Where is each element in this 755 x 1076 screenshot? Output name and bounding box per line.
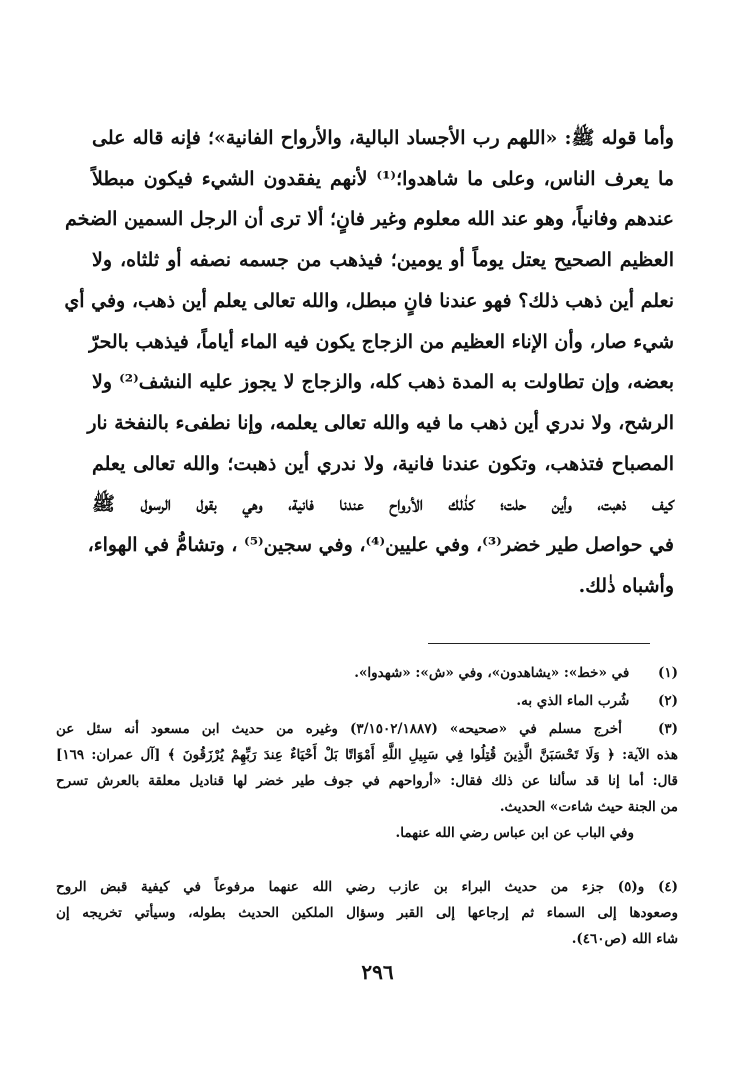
main-line: في حواصل طير خضر⁽³⁾، وفي عليين⁽⁴⁾، وفي سجين⁽⁵⁾ ، وتشامُّ في الهواء، xyxy=(87,534,674,557)
footnote-4-5 xyxy=(56,874,678,952)
main-line: كيف ذهبت، وأين حلت؛ كذٰلك الأرواح عندنا فانية، وهي بقول الرسول ﷺ xyxy=(92,493,674,516)
main-line: ما يعرف الناس، وعلى ما شاهدوا؛⁽¹⁾ لأنهم يفقدون الشيء فيكون مبطلاً xyxy=(92,167,674,190)
footnote-1 xyxy=(56,660,678,686)
footnote-line: هذه الآية: ﴿ وَلَا تَحْسَبَنَّ الَّذِينَ قُتِلُوا فِي سَبِيلِ اللَّهِ أَمْوَاتًا بَلْ أَحْيَاءٌ عِندَ رَبِّهِمْ يُرْزَقُونَ ﴾ [آل عمران: ١٦٩] xyxy=(56,747,678,763)
main-paragraph xyxy=(64,118,674,606)
main-line: الرشح، ولا ندري أين ذهب ما فيه والله تعالى يعلمه، وإنا نطفىء بالنفخة نار xyxy=(87,411,674,434)
main-line: بعضه، وإن تطاولت به المدة ذهب كله، والزجاج لا يجوز عليه النشف⁽²⁾ ولا xyxy=(92,371,674,394)
main-line: المصباح فتذهب، وتكون عندنا فانية، ولا ندري أين ذهبت؛ والله تعالى يعلم xyxy=(92,452,674,475)
footnote-line: أخرج مسلم في «صحيحه» (٣/١٥٠٢/١٨٨٧) وغيره من حديث ابن مسعود أنه سئل عن xyxy=(56,721,622,737)
main-line: نعلم أين ذهب ذلك؟ فهو عندنا فانٍ مبطل، والله تعالى يعلم أين ذهب، وفي أي xyxy=(64,289,674,312)
footnote-text: شُرب الماء الذي به. xyxy=(516,693,630,709)
footnote-line: وصعودها إلى السماء ثم إرجاعها إلى القبر وسؤال الملكين الحديث بطوله، وسيأتي تخريجه إن xyxy=(56,905,678,921)
footnote-number: (٢) xyxy=(657,693,678,709)
main-line: عندهم وفانياً، وهو عند الله معلوم وغير فانٍ؛ ألا ترى أن الرجل السمين الضخم xyxy=(64,208,674,231)
main-line: وأشباه ذٰلك. xyxy=(578,574,674,597)
footnote-3 xyxy=(56,716,678,846)
footnote-2 xyxy=(56,688,678,714)
footnote-line: (٤) و(٥) جزء من حديث البراء بن عازب رضي الله عنهما مرفوعاً في كيفية قبض الروح xyxy=(56,879,678,895)
footnote-line: وفي الباب عن ابن عباس رضي الله عنهما. xyxy=(395,825,634,841)
footnote-number: (٣) xyxy=(657,721,678,737)
footnote-line: شاء الله (ص٤٦٠). xyxy=(571,931,678,947)
footnote-text: في «خط»: «يشاهدون»، وفي «ش»: «شهدوا». xyxy=(354,665,630,681)
footnote-line: قال: أما إنا قد سألنا عن ذلك فقال: «أرواحهم في جوف طير خضر لها قناديل معلقة بالعرش تسرح xyxy=(56,773,678,789)
main-text-block xyxy=(64,118,674,606)
footnote-line: من الجنة حيث شاءت» الحديث. xyxy=(499,799,678,815)
footnote-separator xyxy=(428,643,650,644)
footnote-number: (١) xyxy=(657,665,678,681)
main-line: وأما قوله ﷺ: «اللهم رب الأجساد البالية، والأرواح الفانية»؛ فإنه قاله على xyxy=(92,127,674,149)
page-number: ٢٩٦ xyxy=(361,960,394,984)
main-line: شيء صار، وأن الإناء العظيم من الزجاج يكون فيه الماء أياماً، فيذهب بالحرّ xyxy=(89,330,674,353)
main-line: العظيم الصحيح يعتل يوماً أو يومين؛ فيذهب من جسمه نصفه أو ثلثاه، ولا xyxy=(92,249,674,272)
